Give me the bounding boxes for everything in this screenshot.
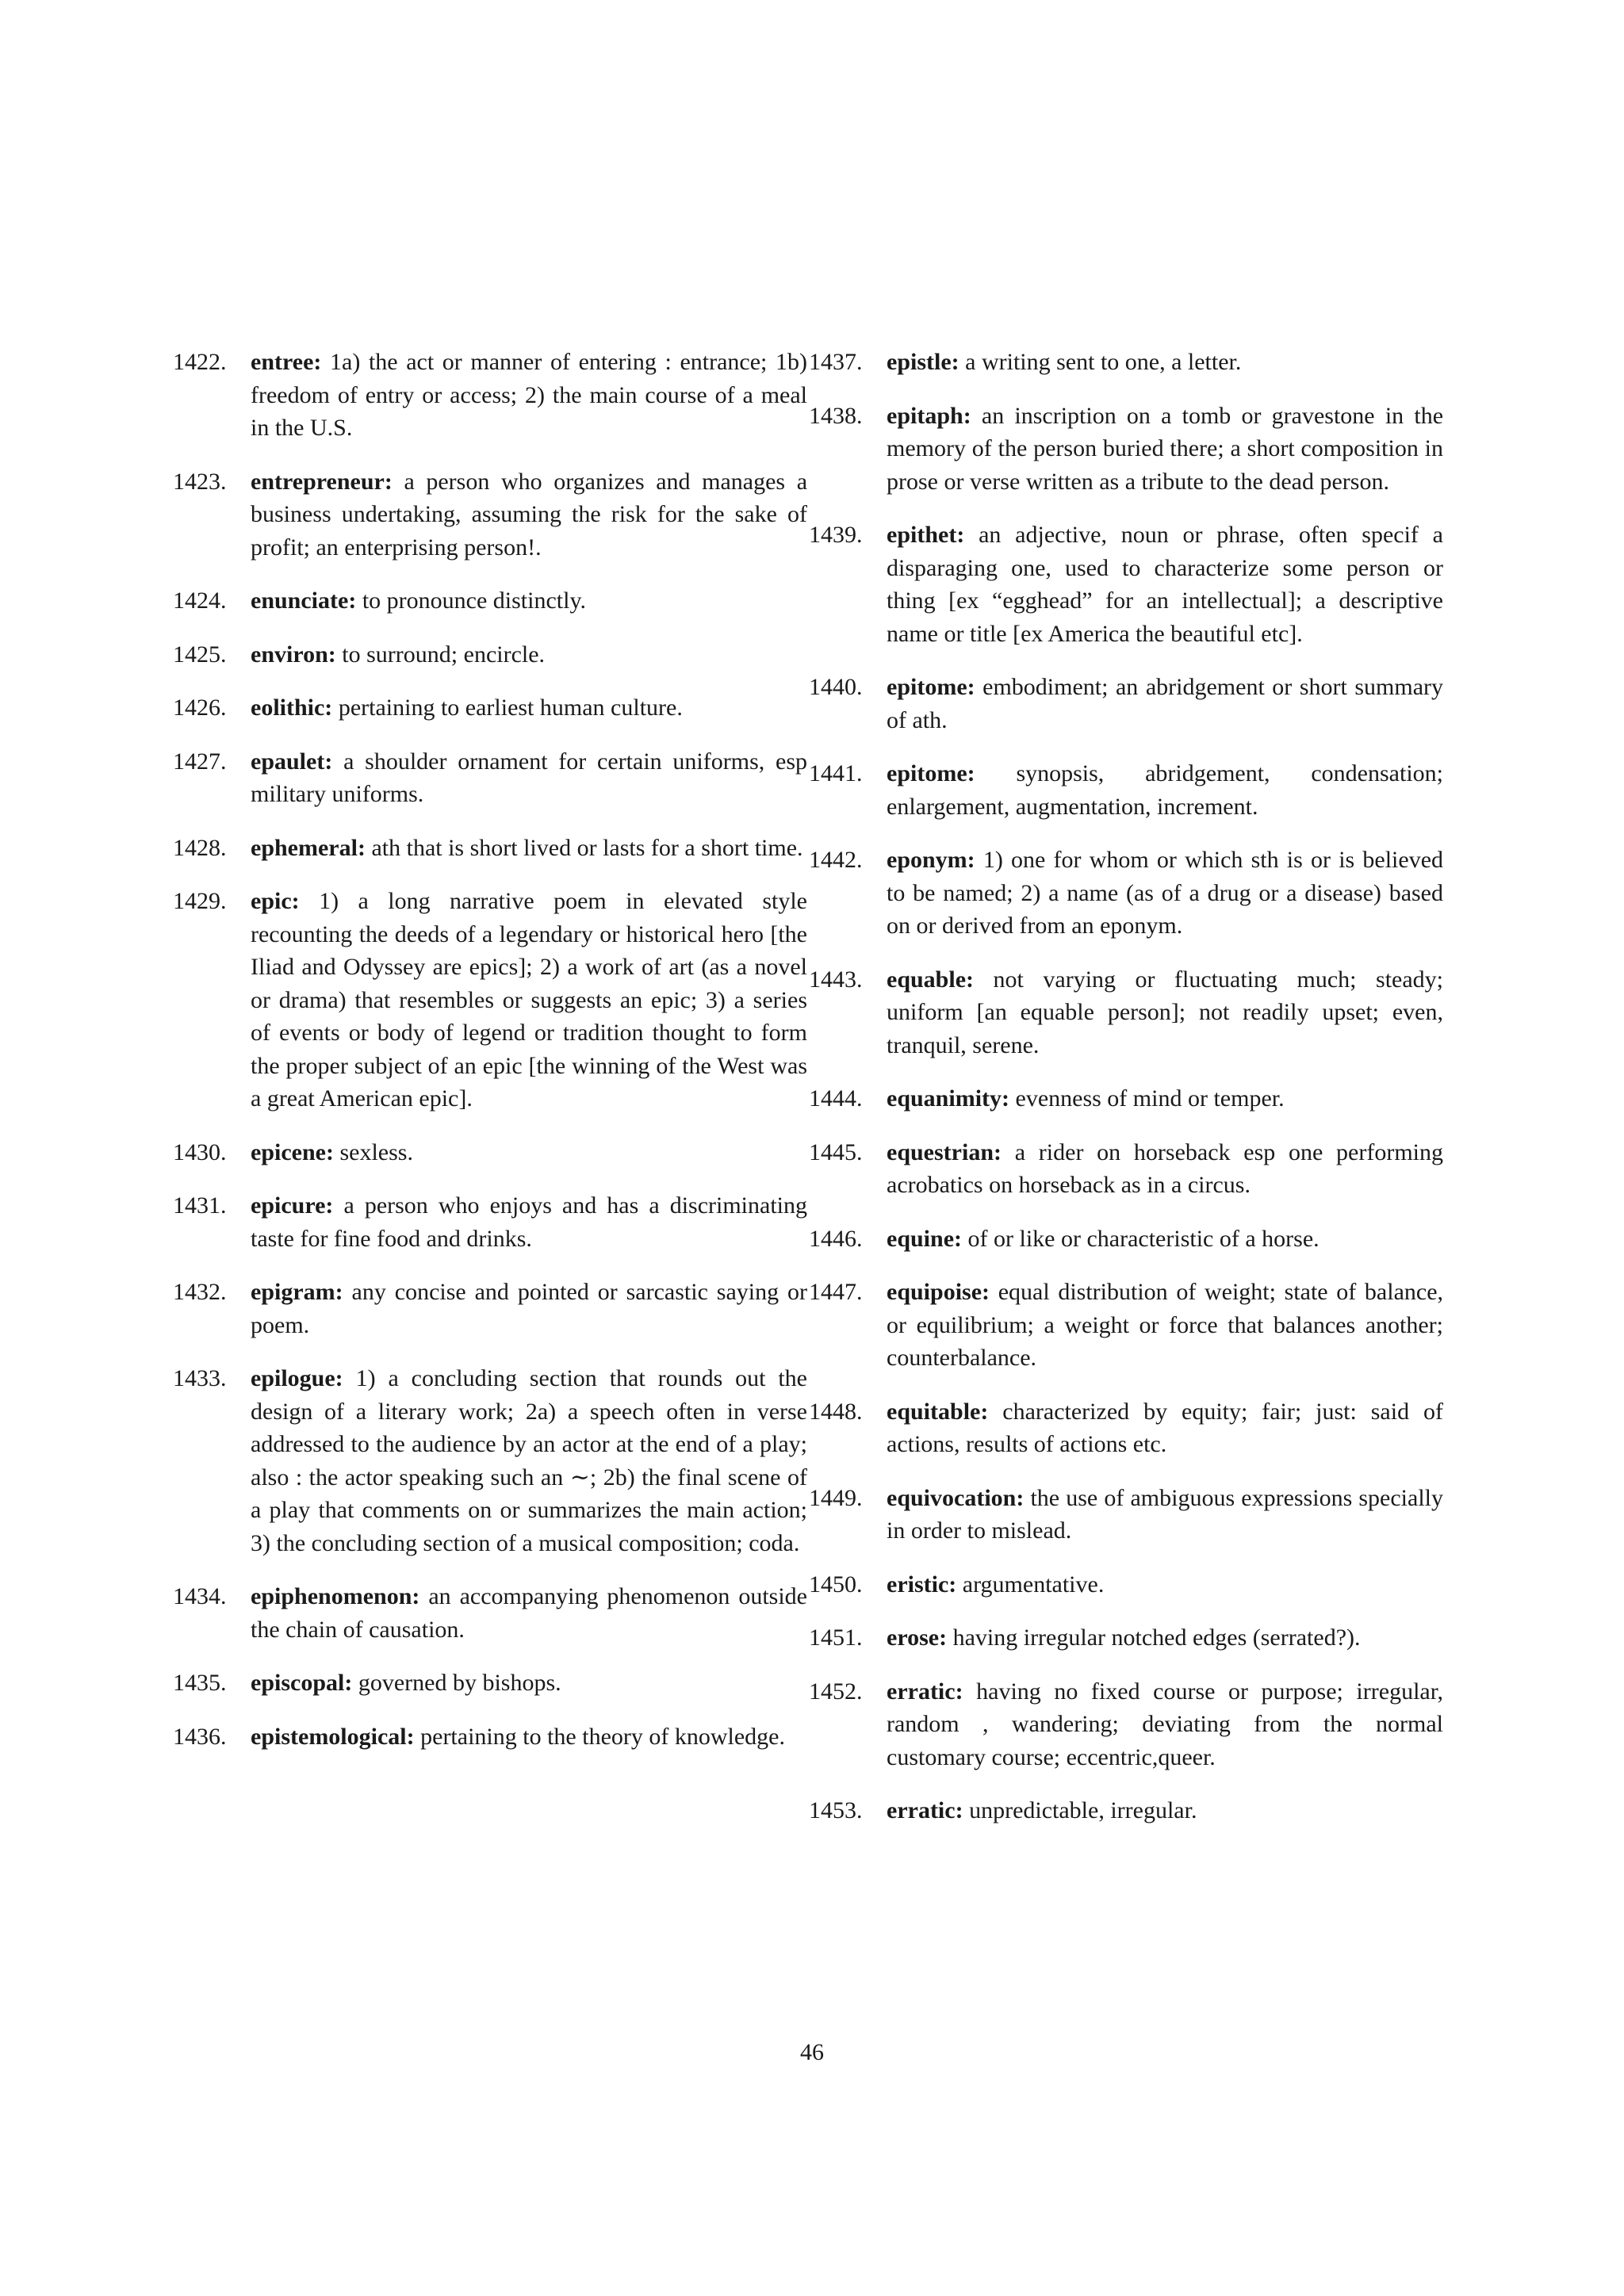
glossary-entry — [809, 757, 1443, 823]
glossary-entry — [173, 1667, 807, 1700]
glossary-entry — [809, 1794, 1443, 1827]
glossary-entry — [173, 1189, 807, 1255]
glossary-entry — [173, 1580, 807, 1646]
entry-definition: argumentative. — [962, 1571, 1105, 1598]
entry-number: 1451. — [809, 1624, 863, 1651]
entry-definition: an accompanying phenomenon outside the chain of causation. — [251, 1583, 807, 1643]
entry-definition: of or like or characteristic of a horse. — [967, 1225, 1320, 1252]
entry-number: 1448. — [809, 1398, 863, 1425]
entry-definition: unpredictable, irregular. — [969, 1797, 1197, 1823]
glossary-entry — [809, 346, 1443, 379]
entry-term: entrepreneur: — [251, 468, 393, 495]
glossary-entry — [173, 1136, 807, 1169]
entry-number: 1443. — [809, 966, 863, 993]
entry-definition: 1) a concluding section that rounds out the design of a literary work; 2a) a speech often in verse addressed to the audience by an actor at the end of a play; also : the actor speaking such an ∼; 2b) the final scene of a play that comments on or summarizes the main action; 3) the concluding section of a musical composition; coda. — [251, 1365, 808, 1556]
glossary-entry — [809, 1276, 1443, 1375]
entry-term: epitome: — [887, 674, 975, 700]
glossary-entry — [173, 584, 807, 618]
entry-number: 1436. — [173, 1723, 227, 1750]
entry-term: equitable: — [887, 1398, 989, 1425]
entry-term: episcopal: — [251, 1670, 353, 1696]
entry-term: equestrian: — [887, 1138, 1002, 1165]
entry-definition: evenness of mind or temper. — [1015, 1085, 1285, 1112]
entry-term: epistle: — [887, 349, 959, 375]
entry-definition: not varying or fluctuating much; steady; uniform [an equable person]; not readily upset; even, tranquil, serene. — [887, 966, 1443, 1058]
entry-definition: an adjective, noun or phrase, often specif a disparaging one, used to characterize some person or thing [ex “egghead” for an intellectual]; a descriptive name or title [ex America the beautiful etc]. — [887, 522, 1443, 647]
glossary-entry — [173, 832, 807, 865]
entry-number: 1426. — [173, 695, 227, 721]
entry-number: 1431. — [173, 1192, 227, 1219]
entry-number: 1422. — [173, 349, 227, 375]
entry-number: 1449. — [809, 1484, 863, 1511]
entry-term: eponym: — [887, 847, 975, 873]
entry-definition: a rider on horseback esp one performing acrobatics on horseback as in a circus. — [887, 1138, 1444, 1198]
entry-term: environ: — [251, 641, 336, 668]
entry-number: 1438. — [809, 402, 863, 429]
entry-number: 1445. — [809, 1138, 863, 1165]
entry-definition: governed by bishops. — [358, 1670, 561, 1696]
glossary-entry — [173, 1720, 807, 1754]
entry-number: 1447. — [809, 1279, 863, 1305]
entry-definition: 1a) the act or manner of entering : entrance; 1b) freedom of entry or access; 2) the main course of a meal in the U.S. — [251, 349, 807, 441]
entry-term: epaulet: — [251, 748, 333, 775]
entry-definition: the use of ambiguous expressions specially in order to mislead. — [887, 1484, 1443, 1544]
entry-definition: 1) one for whom or which sth is or is believed to be named; 2) a name (as of a drug or a disease) based on or derived from an eponym. — [887, 847, 1444, 939]
entry-number: 1434. — [173, 1583, 227, 1609]
glossary-entry — [809, 1082, 1443, 1115]
entry-number: 1446. — [809, 1225, 863, 1252]
entry-number: 1439. — [809, 522, 863, 548]
glossary-entry — [809, 400, 1443, 499]
glossary-entry — [809, 1675, 1443, 1774]
entry-definition: a writing sent to one, a letter. — [965, 349, 1242, 375]
entry-definition: sexless. — [339, 1138, 413, 1165]
entry-definition: 1) a long narrative poem in elevated style recounting the deeds of a legendary or historical hero [the Iliad and Odyssey are epics]; 2) a work of art (as a novel or drama) that resembles or suggests an epic; 3) a series of events or body of legend or tradition thought to form the proper subject of an epic [the winning of the West was a great American epic]. — [251, 888, 807, 1112]
entry-term: epic: — [251, 888, 300, 914]
entry-definition: embodiment; an abridgement or short summary of ath. — [887, 674, 1444, 733]
entry-term: equipoise: — [887, 1279, 990, 1305]
entry-term: erratic: — [887, 1797, 963, 1823]
entry-number: 1441. — [809, 760, 863, 786]
entry-term: entree: — [251, 349, 322, 375]
glossary-entry — [809, 671, 1443, 737]
glossary-entry — [809, 1395, 1443, 1461]
entry-definition: synopsis, abridgement, condensation; enlargement, augmentation, increment. — [887, 760, 1443, 820]
entry-number: 1433. — [173, 1365, 227, 1391]
glossary-entry — [809, 1482, 1443, 1548]
entry-definition: a shoulder ornament for certain uniforms, esp military uniforms. — [251, 748, 807, 807]
glossary-entry — [173, 691, 807, 725]
entry-number: 1429. — [173, 888, 227, 914]
entry-definition: to surround; encircle. — [342, 641, 546, 668]
entry-number: 1450. — [809, 1571, 863, 1598]
entry-number: 1452. — [809, 1678, 863, 1705]
entry-definition: an inscription on a tomb or gravestone in the memory of the person buried there; a short composition in prose or verse written as a tribute to the dead person. — [887, 402, 1444, 495]
entry-number: 1428. — [173, 834, 227, 861]
entry-definition: having irregular notched edges (serrated?). — [952, 1624, 1361, 1651]
entry-number: 1432. — [173, 1279, 227, 1305]
entry-number: 1427. — [173, 748, 227, 775]
glossary-entry — [173, 745, 807, 811]
glossary-entry — [173, 885, 807, 1115]
entry-term: erose: — [887, 1624, 948, 1651]
glossary-entry — [809, 1568, 1443, 1601]
entry-term: equanimity: — [887, 1085, 1010, 1112]
entry-term: eolithic: — [251, 695, 333, 721]
right-column — [809, 346, 1443, 1848]
entry-term: ephemeral: — [251, 834, 366, 861]
entry-definition: to pronounce distinctly. — [362, 587, 587, 614]
entry-number: 1440. — [809, 674, 863, 700]
entry-definition: pertaining to the theory of knowledge. — [420, 1723, 785, 1750]
left-column — [173, 346, 807, 1774]
entry-term: epicure: — [251, 1192, 334, 1219]
glossary-entry — [809, 844, 1443, 943]
page-number: 46 — [800, 2039, 824, 2065]
entry-number: 1430. — [173, 1138, 227, 1165]
glossary-entry — [809, 519, 1443, 650]
glossary-entry — [809, 1621, 1443, 1655]
entry-number: 1424. — [173, 587, 227, 614]
entry-definition: a person who enjoys and has a discriminating taste for fine food and drinks. — [251, 1192, 807, 1252]
entry-term: epistemological: — [251, 1723, 415, 1750]
entry-term: eristic: — [887, 1571, 957, 1598]
entry-definition: equal distribution of weight; state of balance, or equilibrium; a weight or force that balances another; counterbalance. — [887, 1279, 1444, 1371]
entry-definition: having no fixed course or purpose; irregular, random , wandering; deviating from the normal customary course; eccentric,queer. — [887, 1678, 1444, 1770]
entry-term: epigram: — [251, 1279, 343, 1305]
entry-term: erratic: — [887, 1678, 963, 1705]
glossary-entry — [173, 1362, 807, 1559]
entry-term: enunciate: — [251, 587, 357, 614]
entry-term: equine: — [887, 1225, 963, 1252]
entry-definition: any concise and pointed or sarcastic saying or poem. — [251, 1279, 807, 1338]
entry-term: epithet: — [887, 522, 965, 548]
glossary-entry — [173, 638, 807, 672]
entry-term: epiphenomenon: — [251, 1583, 420, 1609]
glossary-entry — [173, 465, 807, 564]
entry-definition: a person who organizes and manages a business undertaking, assuming the risk for the sake of profit; an enterprising person!. — [251, 468, 808, 561]
entry-definition: pertaining to earliest human culture. — [338, 695, 683, 721]
entry-term: equivocation: — [887, 1484, 1025, 1511]
entry-definition: ath that is short lived or lasts for a short time. — [371, 834, 803, 861]
entry-number: 1453. — [809, 1797, 863, 1823]
glossary-entry — [173, 1276, 807, 1341]
entry-term: epitome: — [887, 760, 975, 786]
entry-term: epitaph: — [887, 402, 971, 429]
glossary-entry — [809, 1136, 1443, 1202]
entry-term: epilogue: — [251, 1365, 343, 1391]
glossary-entry — [809, 1223, 1443, 1256]
entry-number: 1435. — [173, 1670, 227, 1696]
entry-number: 1437. — [809, 349, 863, 375]
entry-number: 1444. — [809, 1085, 863, 1112]
entry-number: 1442. — [809, 847, 863, 873]
glossary-entry — [173, 346, 807, 445]
entry-term: epicene: — [251, 1138, 334, 1165]
glossary-entry — [809, 963, 1443, 1062]
entry-term: equable: — [887, 966, 975, 993]
entry-definition: characterized by equity; fair; just: said of actions, results of actions etc. — [887, 1398, 1444, 1457]
entry-number: 1425. — [173, 641, 227, 668]
entry-number: 1423. — [173, 468, 227, 495]
